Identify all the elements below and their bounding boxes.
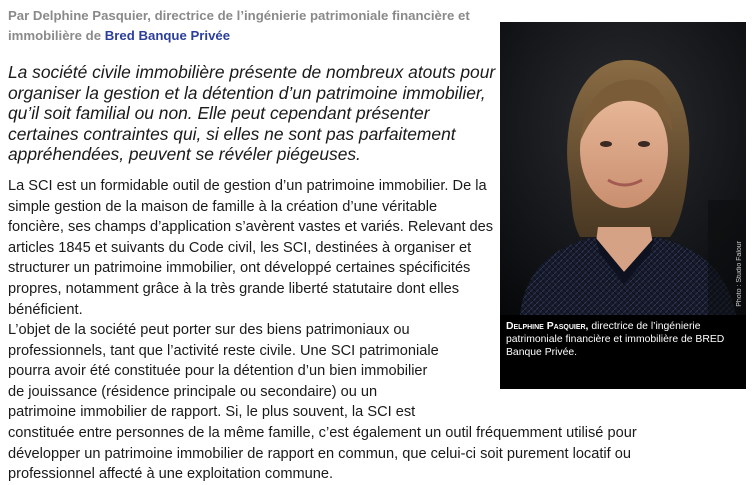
- caption-name: Delphine Pasquier,: [506, 321, 589, 332]
- article-paragraph-1: La SCI est un formidable outil de gestion d’un patrimoine immobilier. De la simple gestion de la maison de famille à la création d’une véritable foncière, ses champs d’application s’avèrent vastes et variés. Relevant des articles 1845 et suivants du Code civil, les SCI, destinées à organiser et structurer un patrimoine immobilier, ont développé certaines spécificités propres, notamment grâce à la très grande liberté statutaire dont elles bénéficient.: [8, 178, 494, 318]
- byline-brand-link[interactable]: Bred Banque Privée: [104, 28, 231, 43]
- paragraph-line: développer un patrimoine immobilier de rapport en commun, que celui-ci soit purement locatif ou: [8, 445, 631, 462]
- article-lede: La société civile immobilière présente de nombreux atouts pour organiser la gestion et la détention d’un patrimoine immobilier, qu’il soit familial ou non. Elle peut cependant présenter certaines contraintes qui, si elles ne sont pas parfaitement appréhendées, peuvent se révéler piégeuses.: [8, 62, 496, 164]
- portrait-photo: [500, 22, 746, 315]
- photo-caption: [500, 315, 746, 389]
- caption-text: directrice de l’ingénierie patrimoniale financière et immobilière de BRED Banque Privée.: [506, 321, 725, 358]
- byline-author: Par Delphine Pasquier, directrice de l’ingénierie patrimoniale financière et immobilière de: [8, 8, 470, 43]
- paragraph-line: constituée entre personnes de la même famille, c’est également un outil fréquemment utilisé pour: [8, 424, 637, 441]
- paragraph-line: de jouissance (résidence principale ou secondaire) ou un: [8, 383, 378, 400]
- paragraph-line: L’objet de la société peut porter sur des biens patrimoniaux ou: [8, 322, 410, 338]
- paragraph-line: professionnels, tant que l’activité reste civile. Une SCI patrimoniale: [8, 342, 439, 359]
- article-byline: [8, 6, 498, 46]
- paragraph-line: professionnel affecté à une exploitation commune.: [8, 466, 334, 483]
- photo-credit: Photo : Studio Falour: [736, 241, 743, 307]
- portrait-illustration: [500, 22, 746, 315]
- paragraph-line: pourra avoir été constituée pour la détention d’un bien immobilier: [8, 363, 428, 380]
- paragraph-line: patrimoine immobilier de rapport. Si, le plus souvent, la SCI est: [8, 404, 416, 421]
